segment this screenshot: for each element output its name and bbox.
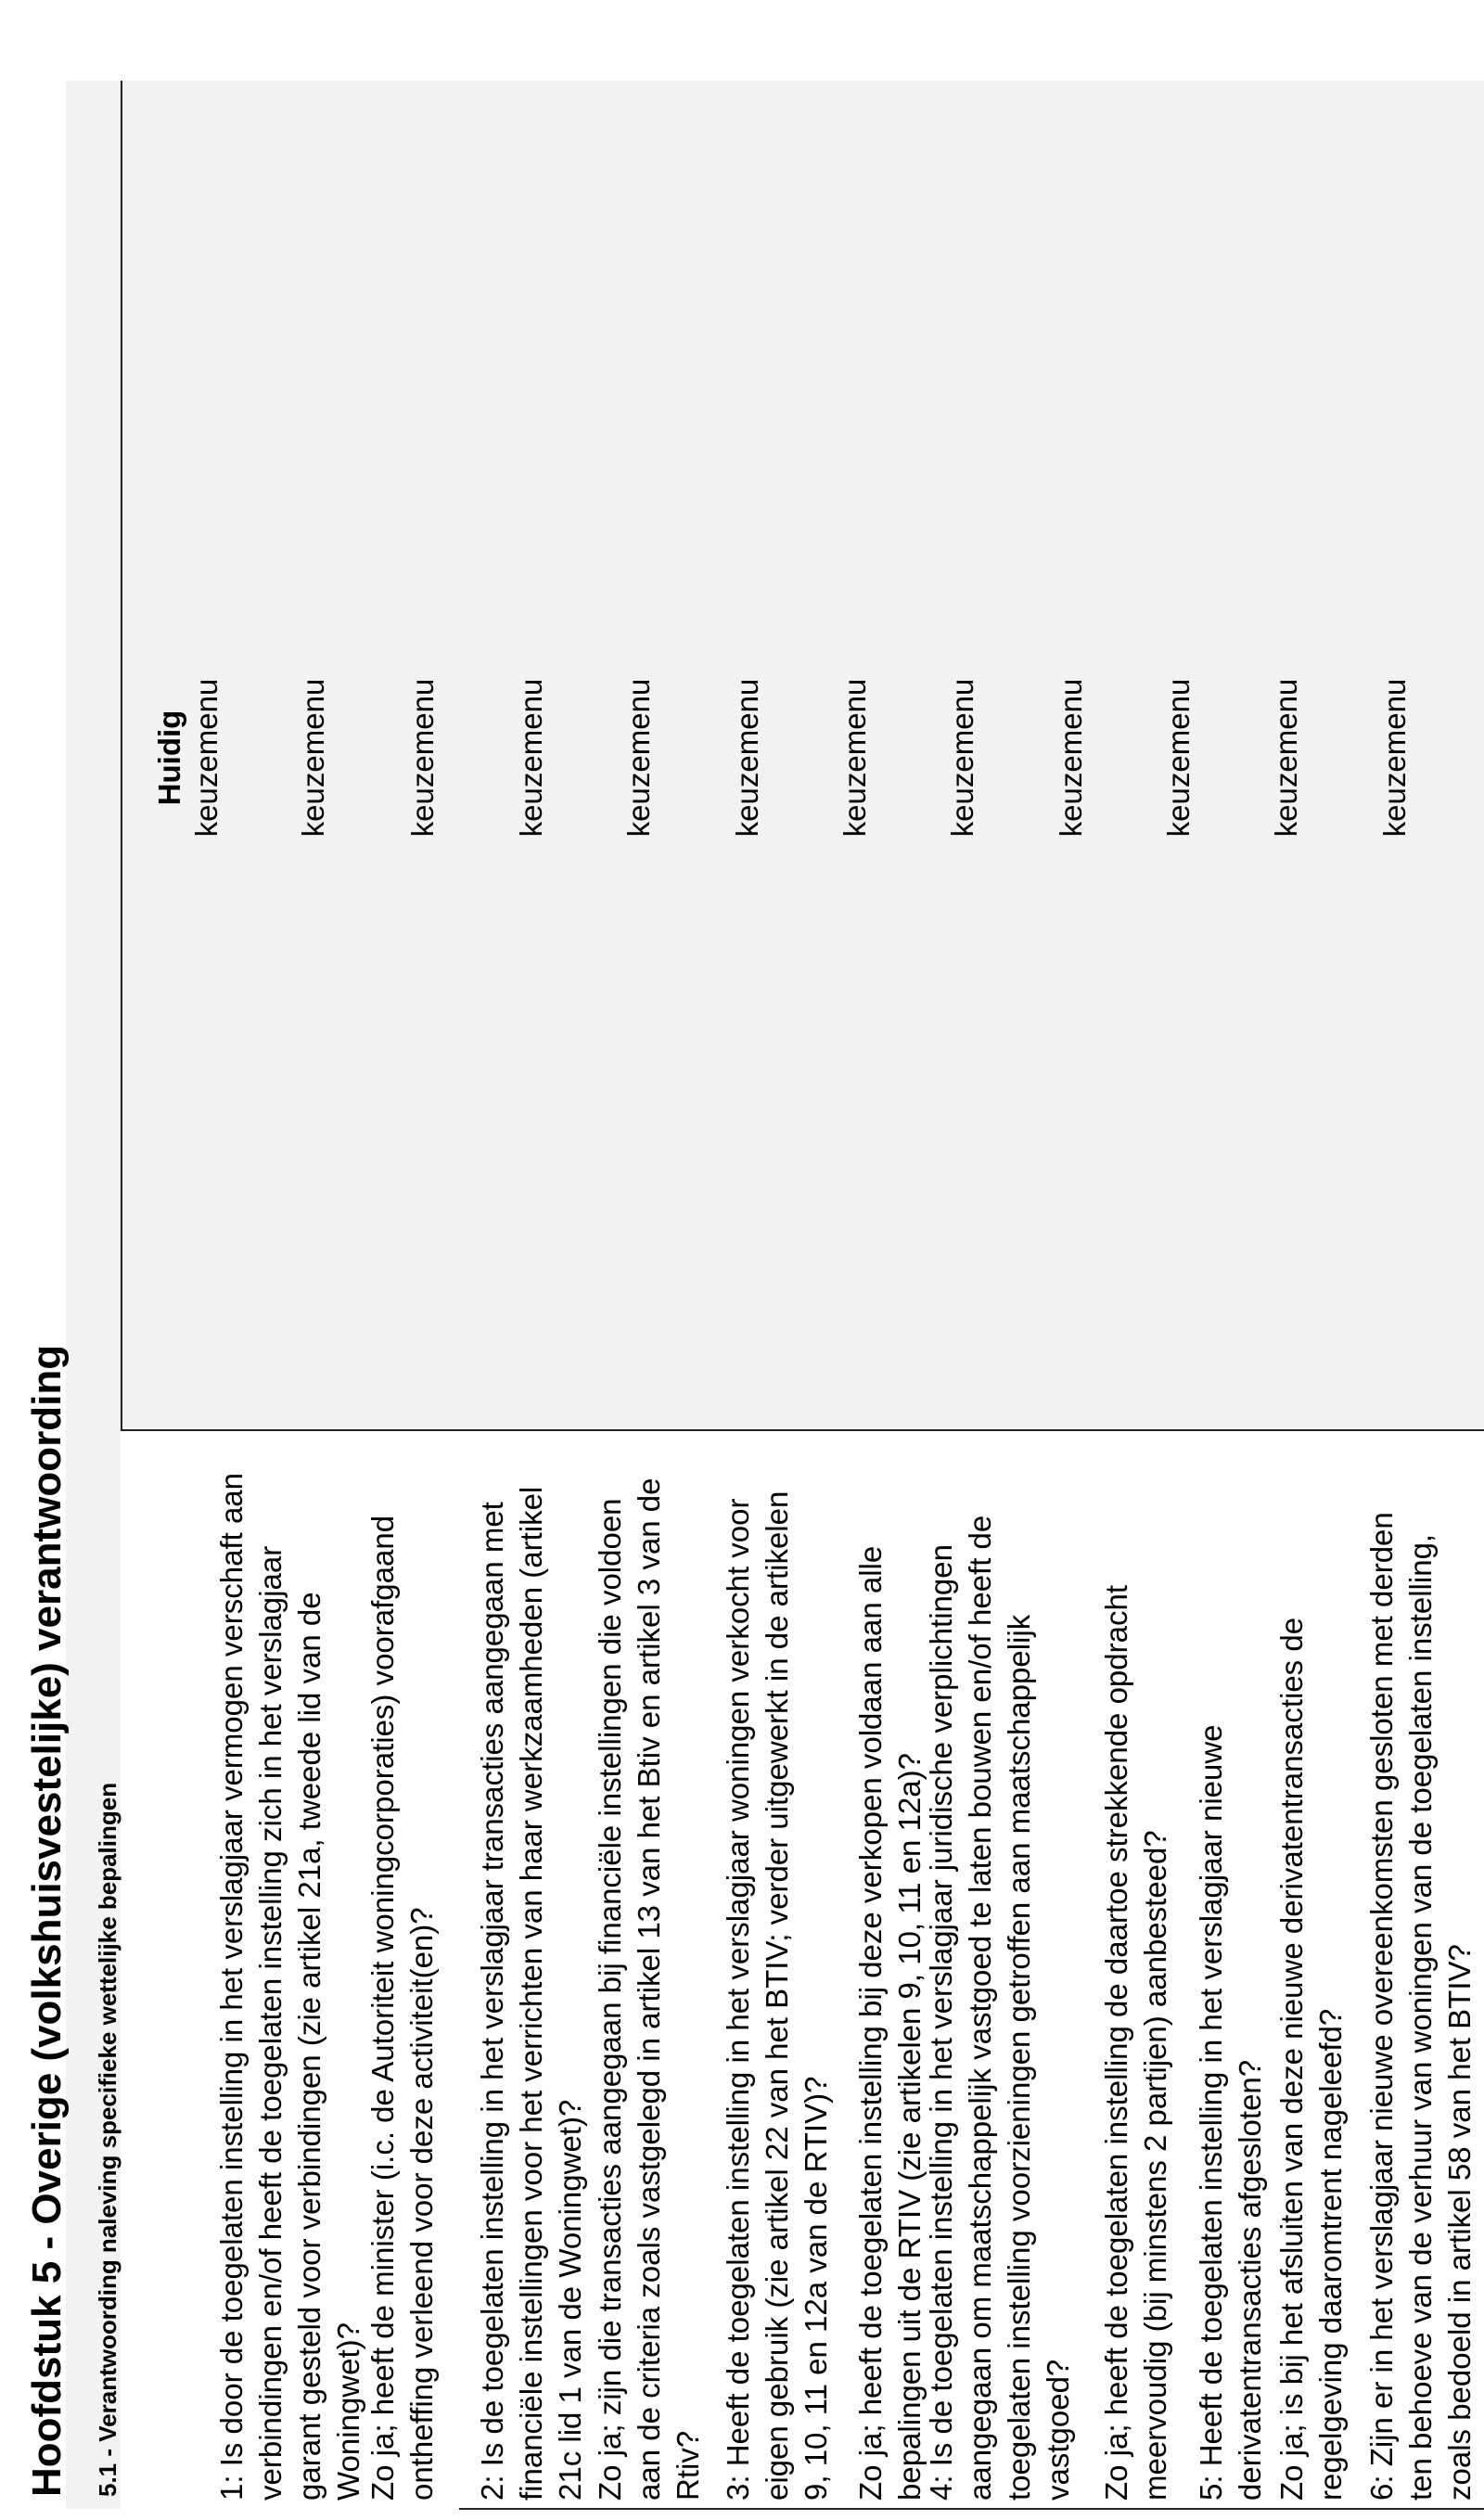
question-item: [1273, 1618, 1350, 2501]
question-item: [1192, 1724, 1270, 2501]
question-text-line: aan de criteria zoals vastgelegd in artikel 13 van het Btiv en artikel 3 van de: [632, 1477, 666, 2501]
question-text-line: vastgoed?: [1041, 2359, 1075, 2501]
column-header-huidig: Huidig: [152, 710, 186, 806]
answer-dropdown[interactable]: keuzemenu: [1054, 678, 1088, 838]
question-text-line: financiële instellingen voor het verrichten van haar werkzaamheden (artikel: [514, 1486, 548, 2501]
question-text-line: ontheffing verleend voor deze activiteit(en)?: [404, 1907, 439, 2501]
question-text-line: bepalingen uit de RTIV (zie artikelen 9, 10, 11 en 12a)?: [892, 1753, 927, 2501]
question-item: [591, 1478, 708, 2501]
question-text-line: 3: Heeft de toegelaten instelling in het verslagjaar woningen verkocht voor: [721, 1498, 755, 2501]
question-item: [1362, 1512, 1479, 2501]
question-text-line: 4: Is de toegelaten instelling in het verslagjaar juridische verplichtingen: [924, 1544, 958, 2501]
question-text-line: Rtiv?: [671, 2430, 705, 2501]
question-text-line: toegelaten instelling voorzieningen getroffen aan maatschappelijk: [1002, 1614, 1036, 2501]
question-text-line: Woningwet)?: [331, 2322, 365, 2501]
question-text-line: aangegaan om maatschappelijk vastgoed te laten bouwen en/of heeft de: [963, 1515, 997, 2501]
question-text-line: Zo ja; zijn die transacties aangegaan bij financiële instellingen die voldoen: [593, 1498, 627, 2501]
question-text-line: derivatentransacties afgesloten?: [1233, 2059, 1267, 2501]
question-text-line: 5: Heeft de toegelaten instelling in het verslagjaar nieuwe: [1194, 1724, 1228, 2501]
question-text-line: Zo ja; heeft de toegelaten instelling de daartoe strekkende opdracht: [1099, 1584, 1133, 2501]
answer-dropdown[interactable]: keuzemenu: [838, 678, 872, 838]
question-text-line: 9, 10, 11 en 12a van de RTIV)?: [799, 2076, 833, 2501]
question-text-line: regelgeving daaromtrent nageleefd?: [1313, 2008, 1348, 2501]
question-text-line: 1: Is door de toegelaten instelling in het verslagjaar vermogen verschaft aan: [214, 1473, 249, 2501]
answer-dropdown[interactable]: keuzemenu: [1377, 678, 1412, 838]
question-item: [1097, 1585, 1175, 2501]
table-border: [459, 2508, 1484, 2510]
question-text-line: Zo ja; heeft de minister (i.c. de Autoriteit woningcorporaties) voorafgaand: [365, 1515, 400, 2501]
answer-dropdown[interactable]: keuzemenu: [730, 678, 764, 838]
question-item: [719, 1491, 836, 2501]
section-subtitle: 5.1 - Verantwoording naleving specifieke wettelijke bepalingen: [94, 1782, 122, 2497]
question-text-line: ten behoeve van de verhuur van woningen van de toegelaten instelling,: [1403, 1533, 1438, 2501]
question-text-line: Zo ja; is bij het afsluiten van deze nieuwe derivatentransacties de: [1274, 1617, 1309, 2501]
question-text-line: Zo ja; heeft de toegelaten instelling bij deze verkopen voldaan aan alle: [853, 1545, 888, 2501]
answer-dropdown[interactable]: keuzemenu: [621, 678, 656, 838]
question-text-line: 6: Zijn er in het verslagjaar nieuwe overeenkomsten gesloten met derden: [1364, 1512, 1399, 2501]
answer-dropdown[interactable]: keuzemenu: [1269, 678, 1303, 838]
question-text-line: meervoudig (bij minstens 2 partijen) aanbesteed?: [1138, 1830, 1172, 2501]
question-item: [922, 1516, 1078, 2501]
question-text-line: eigen gebruik (zie artikel 22 van het BTIV; verder uitgewerkt in de artikelen: [760, 1490, 794, 2501]
answer-dropdown[interactable]: keuzemenu: [514, 678, 548, 838]
question-text-line: 2: Is de toegelaten instelling in het verslagjaar transacties aangegaan met: [475, 1502, 509, 2501]
question-text-line: 21c lid 1 van de Woningwet)?: [553, 2099, 587, 2501]
question-item: [212, 1473, 368, 2501]
question-text-line: garant gesteld voor verbindingen (zie artikel 21a, tweede lid van de: [292, 1592, 326, 2501]
answer-dropdown[interactable]: keuzemenu: [189, 678, 224, 838]
answer-dropdown[interactable]: keuzemenu: [405, 678, 440, 838]
question-text-line: verbindingen en/of heeft de toegelaten instelling zich in het verslagjaar: [253, 1545, 288, 2501]
question-item: [364, 1516, 441, 2501]
question-text-line: zoals bedoeld in artikel 58 van het BTIV?: [1442, 1944, 1477, 2501]
answer-dropdown[interactable]: keuzemenu: [945, 678, 979, 838]
question-item: [851, 1546, 929, 2501]
answer-dropdown[interactable]: keuzemenu: [296, 678, 330, 838]
answer-dropdown[interactable]: keuzemenu: [1161, 678, 1196, 838]
question-item: [473, 1487, 590, 2501]
page-title: Hoofdstuk 5 - Overige (volkshuisvestelijke) verantwoording: [24, 1344, 70, 2497]
